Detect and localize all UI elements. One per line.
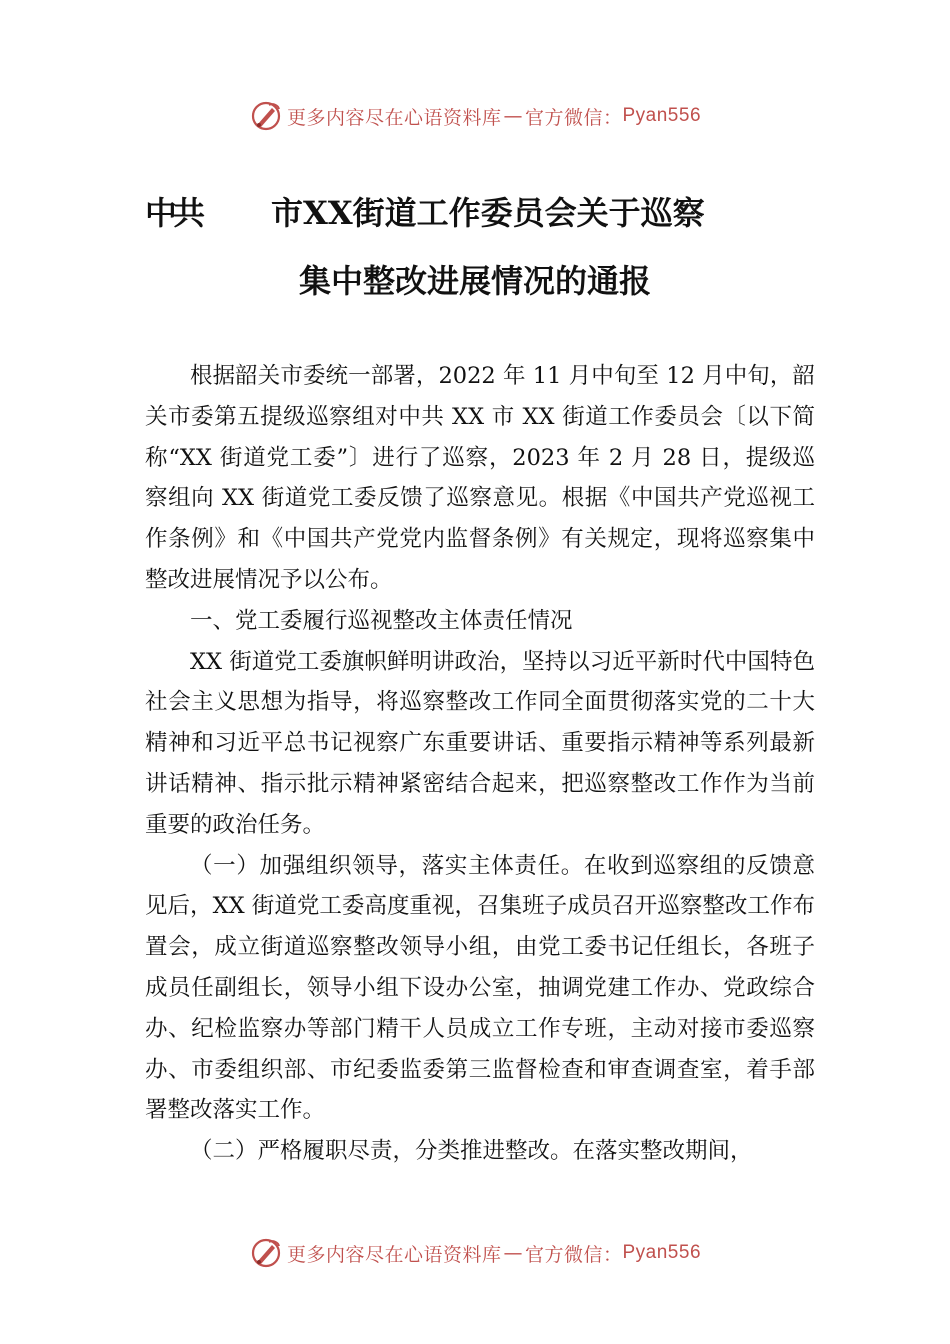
paragraph-intro: 根据韶关市委统一部署，2022 年 11 月中旬至 12 月中旬，韶关市委第五提级巡察组对中共 XX 市 XX 街道工作委员会〔以下简称“XX 街道党工委”〕进行了巡察，2023 年 2 月 28 日，提级巡察组向 XX 街道党工委反馈了巡察意见。根据《中国共产党巡视工作条例》和《中国共产党党内监督条例》有关规定，现将巡察集中整改进展情况予以公布。 (145, 363, 815, 593)
watermark-handle: Pyan556 (622, 1242, 702, 1263)
watermark-suffix: 官方微信： (524, 106, 623, 129)
section-heading: 一、党工委履行巡视整改主体责任情况 (190, 607, 573, 634)
watermark-separator: — (503, 105, 523, 127)
pen-logo-icon (249, 99, 283, 133)
watermark-header (0, 96, 950, 136)
watermark-separator: — (503, 1242, 523, 1264)
title-main: 市XX街道工作委员会关于巡察 (271, 194, 705, 232)
watermark-text: 更多内容尽在心语资料库 (286, 1243, 502, 1266)
paragraph: （二）严格履职尽责，分类推进整改。在落实整改期间， (190, 1138, 753, 1165)
watermark-text: 更多内容尽在心语资料库 (286, 106, 502, 129)
document-body (145, 356, 815, 1172)
pen-logo-icon (249, 1236, 283, 1270)
watermark-footer (0, 1233, 950, 1273)
document-title-line2: 集中整改进展情况的通报 (298, 262, 651, 300)
title-prefix: 中共 (145, 194, 202, 232)
paragraph: XX 街道党工委旗帜鲜明讲政治，坚持以习近平新时代中国特色社会主义思想为指导，将巡察整改工作同全面贯彻落实党的二十大精神和习近平总书记视察广东重要讲话、重要指示精神等系列最新讲话精神、指示批示精神紧密结合起来，把巡察整改工作作为当前重要的政治任务。 (145, 648, 815, 838)
watermark-handle: Pyan556 (622, 105, 702, 126)
watermark-suffix: 官方微信： (524, 1243, 623, 1266)
document-title-line1 (145, 188, 815, 234)
paragraph: （一）加强组织领导，落实主体责任。在收到巡察组的反馈意见后，XX 街道党工委高度重视，召集班子成员召开巡察整改工作布置会，成立街道巡察整改领导小组，由党工委书记任组长，各班子成员任副组长，领导小组下设办公室，抽调党建工作办、党政综合办、纪检监察办等部门精干人员成立工作专班，主动对接市委巡察办、市委组织部、市纪委监委第三监督检查和审查调查室，着手部署整改落实工作。 (145, 852, 815, 1124)
